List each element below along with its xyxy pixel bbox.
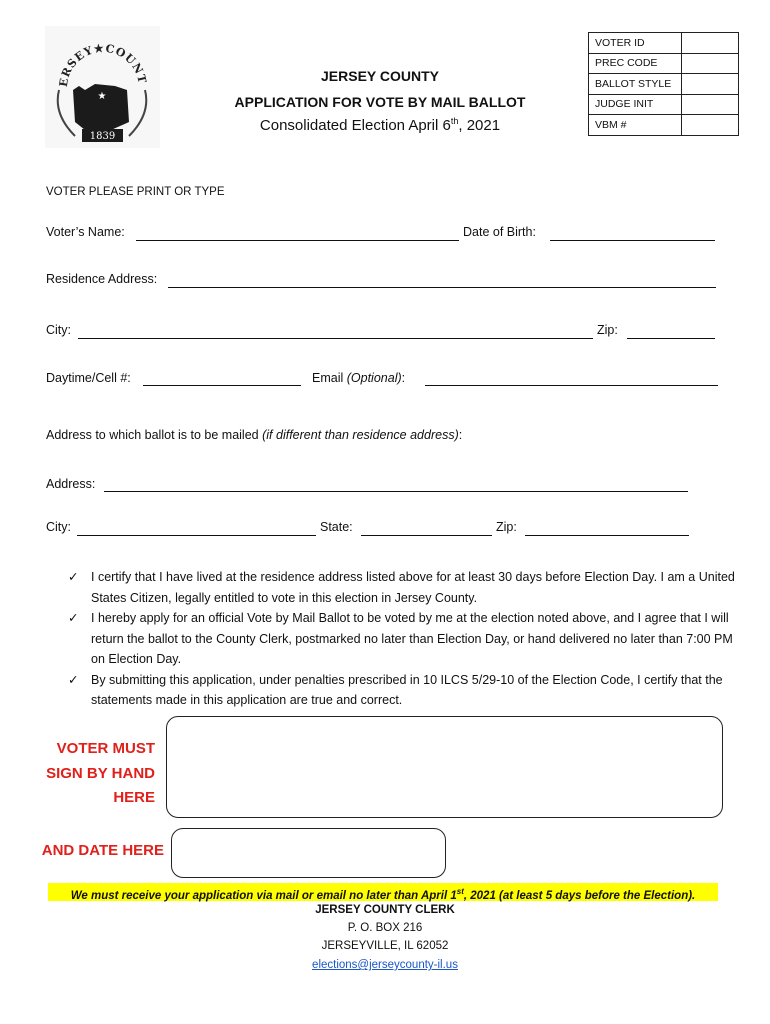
zip-label: Zip: bbox=[597, 323, 618, 337]
mailing-state-label: State: bbox=[320, 520, 353, 534]
signature-box[interactable] bbox=[166, 716, 723, 818]
svg-text:JERSEY★COUNTY bbox=[45, 26, 149, 88]
date-box[interactable] bbox=[171, 828, 446, 878]
clerk-city: JERSEYVILLE, IL 62052 bbox=[321, 940, 449, 952]
residence-address-label: Residence Address: bbox=[46, 272, 158, 286]
svg-text:★: ★ bbox=[97, 91, 107, 102]
seal-top-text: ERSEY★COUNT bbox=[56, 41, 149, 88]
deadline-notice: We must receive your application via mail or email no later than April 1st, 2021 (at least 5 days before the Election). bbox=[48, 883, 718, 901]
checkmark-icon: ✓ bbox=[68, 570, 79, 584]
county-seal-logo bbox=[45, 26, 160, 148]
clerk-email-link[interactable]: elections@jerseycounty-il.us bbox=[312, 959, 458, 971]
office-value-cell[interactable] bbox=[682, 94, 739, 115]
clerk-po-box: P. O. BOX 216 bbox=[347, 922, 423, 934]
office-label-voter-id: VOTER ID bbox=[589, 33, 682, 54]
office-value-cell[interactable] bbox=[682, 74, 739, 95]
mailing-city-field[interactable] bbox=[77, 535, 316, 536]
clerk-email-row bbox=[0, 959, 770, 971]
mailing-zip-label: Zip: bbox=[496, 520, 517, 534]
checkmark-icon: ✓ bbox=[68, 672, 79, 687]
mailing-city-label: City: bbox=[46, 520, 71, 534]
office-value-cell[interactable] bbox=[682, 53, 739, 74]
office-label-prec-code: PREC CODE bbox=[589, 53, 682, 74]
dob-field[interactable] bbox=[550, 240, 715, 241]
voter-name-field[interactable] bbox=[136, 240, 459, 241]
phone-field[interactable] bbox=[143, 385, 301, 386]
form-title: APPLICATION FOR VOTE BY MAIL BALLOT bbox=[234, 94, 526, 110]
office-value-cell[interactable] bbox=[682, 115, 739, 136]
certification-item: ✓ I certify that I have lived at the residence address listed above for at least 30 days before Election Day. I am a United States Citizen, legally entitled to vote in this election in Jersey County. bbox=[68, 567, 738, 608]
print-instruction: VOTER PLEASE PRINT OR TYPE bbox=[46, 186, 225, 198]
dob-label: Date of Birth: bbox=[463, 225, 536, 239]
phone-label: Daytime/Cell #: bbox=[46, 371, 131, 385]
certification-list bbox=[68, 567, 738, 711]
election-subtitle: Consolidated Election April 6th, 2021 bbox=[259, 116, 501, 134]
clerk-office-name: JERSEY COUNTY CLERK bbox=[315, 904, 455, 916]
office-value-cell[interactable] bbox=[682, 33, 739, 54]
mailing-address-label: Address: bbox=[46, 477, 96, 491]
voter-name-label: Voter’s Name: bbox=[46, 225, 125, 239]
certification-item: ✓ I hereby apply for an official Vote by Mail Ballot to be voted by me at the election noted above, and I agree that I will return the ballot to the County Clerk, postmarked no later than Election Day, or hand delivered no later than 7:00 PM on Election Day. bbox=[68, 608, 738, 670]
seal-year: 1839 bbox=[89, 131, 116, 142]
office-label-vbm: VBM # bbox=[589, 115, 682, 136]
city-field[interactable] bbox=[78, 338, 593, 339]
office-label-ballot-style: BALLOT STYLE bbox=[589, 74, 682, 95]
checkmark-icon: ✓ bbox=[68, 611, 79, 625]
office-label-judge-init: JUDGE INIT bbox=[589, 94, 682, 115]
mailing-address-intro: Address to which ballot is to be mailed (if different than residence address): bbox=[46, 428, 463, 442]
mailing-state-field[interactable] bbox=[361, 535, 492, 536]
mailing-zip-field[interactable] bbox=[525, 535, 689, 536]
city-label: City: bbox=[46, 323, 71, 337]
certification-item: ✓ By submitting this application, under penalties prescribed in 10 ILCS 5/29-10 of the Election Code, I certify that the statements made in this application are true and correct. bbox=[68, 670, 738, 711]
residence-address-field[interactable] bbox=[168, 287, 716, 288]
zip-field[interactable] bbox=[627, 338, 715, 339]
date-instruction: AND DATE HERE bbox=[41, 842, 164, 859]
county-heading: JERSEY COUNTY bbox=[321, 68, 439, 84]
email-label: Email (Optional): bbox=[312, 371, 406, 385]
email-field[interactable] bbox=[425, 385, 718, 386]
office-use-table bbox=[588, 32, 739, 136]
mailing-address-field[interactable] bbox=[104, 491, 688, 492]
signature-instruction: VOTER MUST SIGN BY HAND HERE bbox=[46, 740, 155, 806]
